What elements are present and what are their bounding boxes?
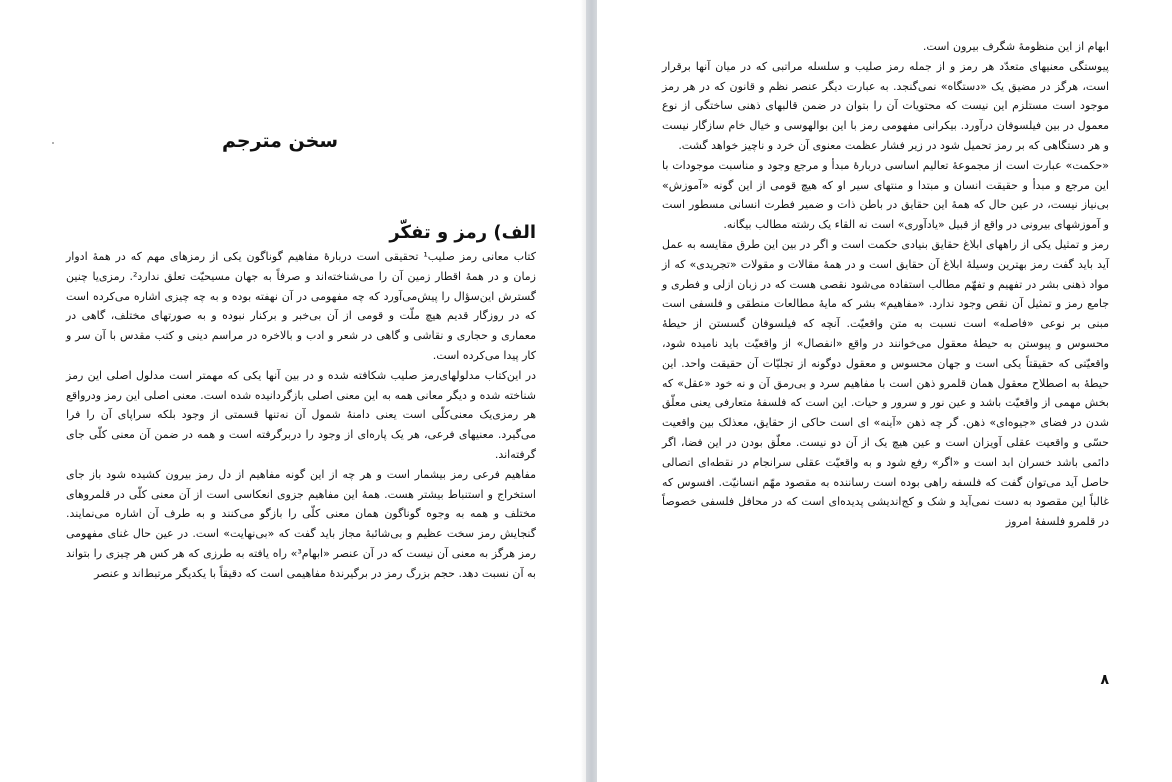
- paragraph: رمز و تمثیل یکی از راههای ابلاغ حقایق بنیادی حکمت است و اگر در بین این طرق مقایسه به عمل آید باید گفت رمز بهترین وسیلهٔ ابلاغ آن حقایق است و در همهٔ مقالات و مقولات «تجریدی» که از مواد ذهنی بشر در تفهیم و تفهّم مطالب استفاده می‌شود نقصی هست که در زبان ازلی و فطری و جامع رمز و تمثیل آن نقص وجود ندارد. «مفاهیم» بشر که مایهٔ مطالعات منطقی و فلسفی است مبنی بر نوعی «فاصله» است نسبت به متن واقعیّت. آنچه که فیلسوفان گسستن از حیطهٔ محسوس و پیوستن به حیطهٔ معقول می‌خوانند در واقع «انفصال» از واقعیّت باید نامیده شود، واقعیّتی که حقیقتاً یکی است و جهان محسوس و معقول دوگونه از تجلیّات آن حقیقت واحد. این حیطهٔ به اصطلاح معقول همان قلمرو ذهن است با مفاهیم سرد و بی‌رمق آن و نه خود «عقل» که بخش مهمی از واقعیّت باشد و عین نور و سرور و حیات. این است که فلسفهٔ متعارفی یعنی معلّق شدن در فضای «جیوه‌ای» ذهن. گر چه ذهن «آینه» ای است حاکی از حقایق، معذلک بین واقعیت حسّی و واقعیت عقلی آویزان است و عین هیچ یک از آن دو نیست. معلّق بودن در این فضا، اگر دائمی باشد خسران ابد است و «اگر» رفع شود و به واقعیّت عقلی سرانجام در نقطه‌ای اتصالی حاصل آید می‌توان گفت که فلسفه راهی بوده است رساننده به مقصود مهّم انسانیّت. افسوس که غالباً این مقصود به دست نمی‌آید و شک و کج‌اندیشی پدیده‌ای است که در محافل فلسفی خصوصاً در قلمرو فلسفهٔ امروز: [662, 237, 1109, 529]
- paragraph: کتاب معانی رمز صلیب¹ تحقیقی است دربارهٔ مفاهیم گوناگون یکی از رمزهای مهم که در همهٔ ادوار زمان و در همهٔ اقطار زمین آن را می‌شناخته‌اند و صرفاً به جهان مسیحیّت تعلق ندارد². رمزی‌یا چنین گسترش این‌سؤال را پیش‌می‌آورد که چه مفهومی در آن نهفته بوده و به چه چیزی اشاره می‌کرده است که در روزگار قدیم هیچ ملّت و قومی از آن بی‌خبر و برکنار نبوده و به صورتهای مختلف، گاهی در معماری و حجاری و نقاشی و گاهی در شعر و ادب و بالاخره در مراسم دینی و کتب مقدس با آن سر و کار پیدا می‌کرده است.: [66, 250, 536, 362]
- paragraph: پیوستگی معنیهای متعدّد هر رمز و از جمله رمز صلیب و سلسله مراتبی که در میان آنها برقرار است، هرگز در مضیق یک «دستگاه» نمی‌گنجد. به عبارت دیگر عنصر نظم و قانون که در هر رمز موجود است مستلزم این نیست که محتویات آن را بتوان در ضمن قالبهای ذهنی ساختگی از نوع معمول در بین فیلسوفان درآورد. بیکرانی مفهومی رمز با این بوالهوسی و خیال خام سازگار نیست و هر دستگاهی که بر رمز تحمیل شود در زیر فشار عظمت معنوی آن خرد و ناچیز خواهد گشت.: [662, 59, 1109, 152]
- page-number: ۸: [1100, 672, 1109, 688]
- paragraph: ابهام از این منظومهٔ شگرف بیرون است.: [922, 40, 1109, 53]
- left-page-body: [66, 247, 536, 584]
- paragraph: مفاهیم فرعی رمز بیشمار است و هر چه از این گونه مفاهیم از دل رمز بیرون کشیده شود باز جای استخراج و استنباط بیشتر هست. همهٔ این مفاهیم جزوی انعکاسی است از آن معنی کلّی در قلمروهای مختلف و همه به وجوه گوناگون همان معنی کلّی را بازگو می‌کنند و به طرف آن اشاره می‌نمایند. گنجایش رمز سخت عظیم و بی‌شائبهٔ مجاز باید گفت که «بی‌نهایت» است. در عین حال غنای مفهومی رمز هرگز به معنی آن نیست که در آن عنصر «ابهام³» راه یافته به طرزی که هر کس هر چیزی را بتواند به آن نسبت دهد. حجم بزرگ رمز در برگیرندهٔ مفاهیمی است که دقیقاً با یکدیگر مرتبط‌اند و عنصر: [66, 467, 536, 580]
- paragraph: در این‌کتاب مدلولهای‌رمز صلیب شکافته شده و در بین آنها یکی که مهمتر است مدلول اصلی این رمز شناخته شده و دیگر معانی همه به این معنی اصلی بازگردانیده شده است. معنی اصلی این رمز ودرواقع هر رمزی‌یک معنی‌کلّی است یعنی دامنهٔ شمول آن نه‌تنها قسمتی از وجود بلکه سراپای آن را فرا می‌گیرد. معنیهای فرعی، هر یک پاره‌ای از وجود را دربرگرفته است و همه در ضمن آن معنی کلّی جای گرفته‌اند.: [66, 368, 536, 461]
- paragraph: «حکمت» عبارت است از مجموعهٔ تعالیم اساسی دربارهٔ مبدأ و مرجع وجود و مناسبت موجودات با این مرجع و مبدأ و حقیقت انسان و مبتدا و منتهای سیر او که هیچ قومی از این گونه «آموزش» بی‌نیاز نیست، در عین حال که همهٔ این حقایق در باطن ذات و ضمیر فطرت انسانی مسطور است و آموزشهای بیرونی در واقع از قبیل «یادآوری» است نه القاء یک رشته مطالب بیگانه.: [662, 158, 1109, 232]
- scan-speck: [52, 142, 54, 144]
- right-page-body: [662, 37, 1109, 532]
- right-page: [597, 0, 1172, 782]
- section-heading: الف) رمز و تفکّر: [389, 222, 536, 243]
- chapter-title: سخن مترجم: [221, 130, 339, 152]
- page-gutter: [586, 0, 597, 782]
